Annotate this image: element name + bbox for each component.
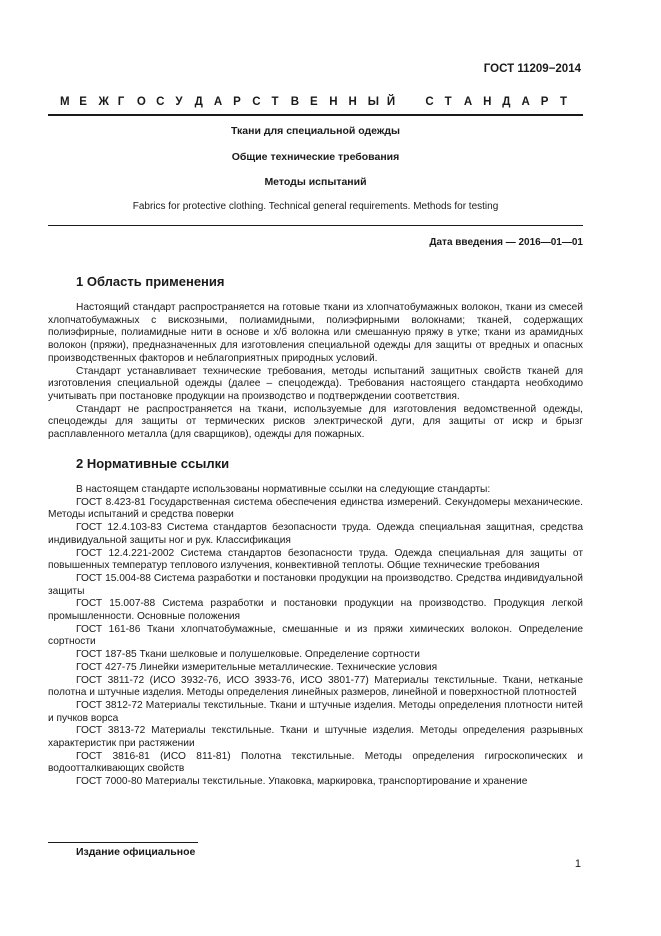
heading-letter: О	[136, 96, 146, 108]
heading-letter: А	[521, 96, 530, 108]
heading-letter: С	[252, 96, 261, 108]
reference-item: ГОСТ 427-75 Линейки измерительные металлические. Технические условия	[76, 661, 438, 673]
reference-item: ГОСТ 12.4.103-83 Система стандартов безопасности труда. Одежда специальная защитная, средства индивидуальной защиты ног и рук. Классификация	[48, 522, 583, 546]
heading-letter: Д	[194, 96, 203, 108]
reference-item: ГОСТ 3811-72 (ИСО 3932-76, ИСО 3933-76, ИСО 3801-77) Материалы текстильные. Ткани, нетканые полотна и штучные изделия. Методы определения линейных размеров, линейной и поверхностной плотностей	[48, 674, 583, 699]
title-methods: Методы испытаний	[264, 176, 367, 188]
heading-letter: Т	[444, 96, 452, 108]
reference-item: ГОСТ 161-86 Ткани хлопчатобумажные, смешанные и из пряжи химических волокон. Определение сортности	[48, 623, 583, 648]
heading-letter: Е	[310, 96, 318, 108]
title-english: Fabrics for protective clothing. Technical general requirements. Methods for testing	[132, 201, 499, 212]
heading-letter: С	[156, 96, 165, 108]
heading-letter: А	[463, 96, 473, 108]
heading-letter: Ы	[367, 96, 379, 108]
heading-letter: Ж	[98, 96, 109, 108]
introduction-date: Дата введения — 2016—01—01	[429, 237, 583, 248]
section-2-body	[48, 484, 583, 789]
heading-letter: Т	[271, 96, 279, 108]
reference-item: ГОСТ 8.423-81 Государственная система обеспечения единства измерений. Секундомеры механические. Методы испытаний и средства поверки	[48, 496, 583, 521]
heading-letter: С	[425, 96, 434, 108]
heading-letter: Е	[79, 96, 87, 108]
title-rule	[48, 225, 583, 226]
paragraph: В настоящем стандарте использованы нормативные ссылки на следующие стандарты:	[76, 484, 491, 495]
heading-letter: Й	[386, 96, 396, 108]
heading-letter: У	[175, 96, 183, 108]
reference-item: ГОСТ 12.4.221-2002 Система стандартов безопасности труда. Одежда специальная для защиты от повышенных температур теплового излучения, конвективной теплоты. Общие технические требования	[48, 547, 583, 572]
reference-item: ГОСТ 15.004-88 Система разработки и постановки продукции на производство. Средства индивидуальной защиты	[48, 572, 583, 597]
paragraph: Стандарт устанавливает технические требования, методы испытаний защитных свойств тканей для изготовления специальной одежды (далее – спецодежда). Требования настоящего стандарта необходимо учитывать при постановке продукции на производство и подтверждении соответствия.	[48, 365, 583, 402]
heading-letter: Р	[540, 96, 549, 108]
title-fabrics: Ткани для специальной одежды	[231, 125, 400, 137]
heading-letter: Т	[560, 96, 568, 108]
heading-letter: Д	[502, 96, 511, 108]
heading-letter: Г	[117, 96, 125, 108]
page-number: 1	[574, 858, 581, 870]
paragraph: Стандарт не распространяется на ткани, используемые для изготовления ведомственной одежды, спецодежды для защиты от термических рисков электрической дуги, для защиты от искр и брызг расплавленного металла (для сварщиков), одежды для пожарных.	[48, 403, 583, 441]
heading-letter: Н	[483, 96, 492, 108]
document-code: ГОСТ 11209−2014	[483, 63, 581, 75]
section-2-title: 2 Нормативные ссылки	[76, 456, 230, 471]
heading-letter: Н	[348, 96, 357, 108]
reference-item: ГОСТ 187-85 Ткани шелковые и полушелковые. Определение сортности	[76, 649, 420, 661]
reference-item: ГОСТ 15.007-88 Система разработки и постановки продукции на производство. Продукция легкой промышленности. Основные положения	[48, 598, 583, 623]
heading-letter: М	[60, 96, 70, 108]
reference-item: ГОСТ 7000-80 Материалы текстильные. Упаковка, маркировка, транспортирование и хранение	[76, 776, 528, 788]
section-1-body	[48, 302, 583, 442]
heading-letter: Р	[233, 96, 241, 108]
official-edition: Издание официальное	[76, 846, 196, 858]
section-1-title: 1 Область применения	[76, 274, 225, 289]
reference-item: ГОСТ 3816-81 (ИСО 811-81) Полотна текстильные. Методы определения гигроскопических и водоотталкивающих свойств	[48, 750, 583, 775]
header-rule	[48, 114, 583, 116]
title-requirements: Общие технические требования	[231, 151, 400, 163]
reference-item: ГОСТ 3812-72 Материалы текстильные. Ткани и штучные изделия. Методы определения плотности нитей и пучков ворса	[48, 699, 583, 724]
footer-rule	[48, 842, 198, 843]
heading-letter: Н	[329, 96, 338, 108]
heading-letter: А	[213, 96, 223, 108]
heading-letter: В	[290, 96, 300, 108]
paragraph: Настоящий стандарт распространяется на готовые ткани из хлопчатобумажных волокон, ткани из смесей хлопчатобумажных с вискозными, полиамидными, полиэфирными волокнами; тканей, содержащих полиэфирные, полиамидные нити в основе и х/б волокна или смешанную пряжу в утке; ткани из арамидных волокон (пряжи), предназначенных для изготовления специальной одежды для защиты от вредных и опасных производственных факторов и неблагоприятных природных условий.	[48, 302, 583, 364]
reference-item: ГОСТ 3813-72 Материалы текстильные. Ткани и штучные изделия. Методы определения разрывных характеристик при растяжении	[48, 725, 583, 750]
